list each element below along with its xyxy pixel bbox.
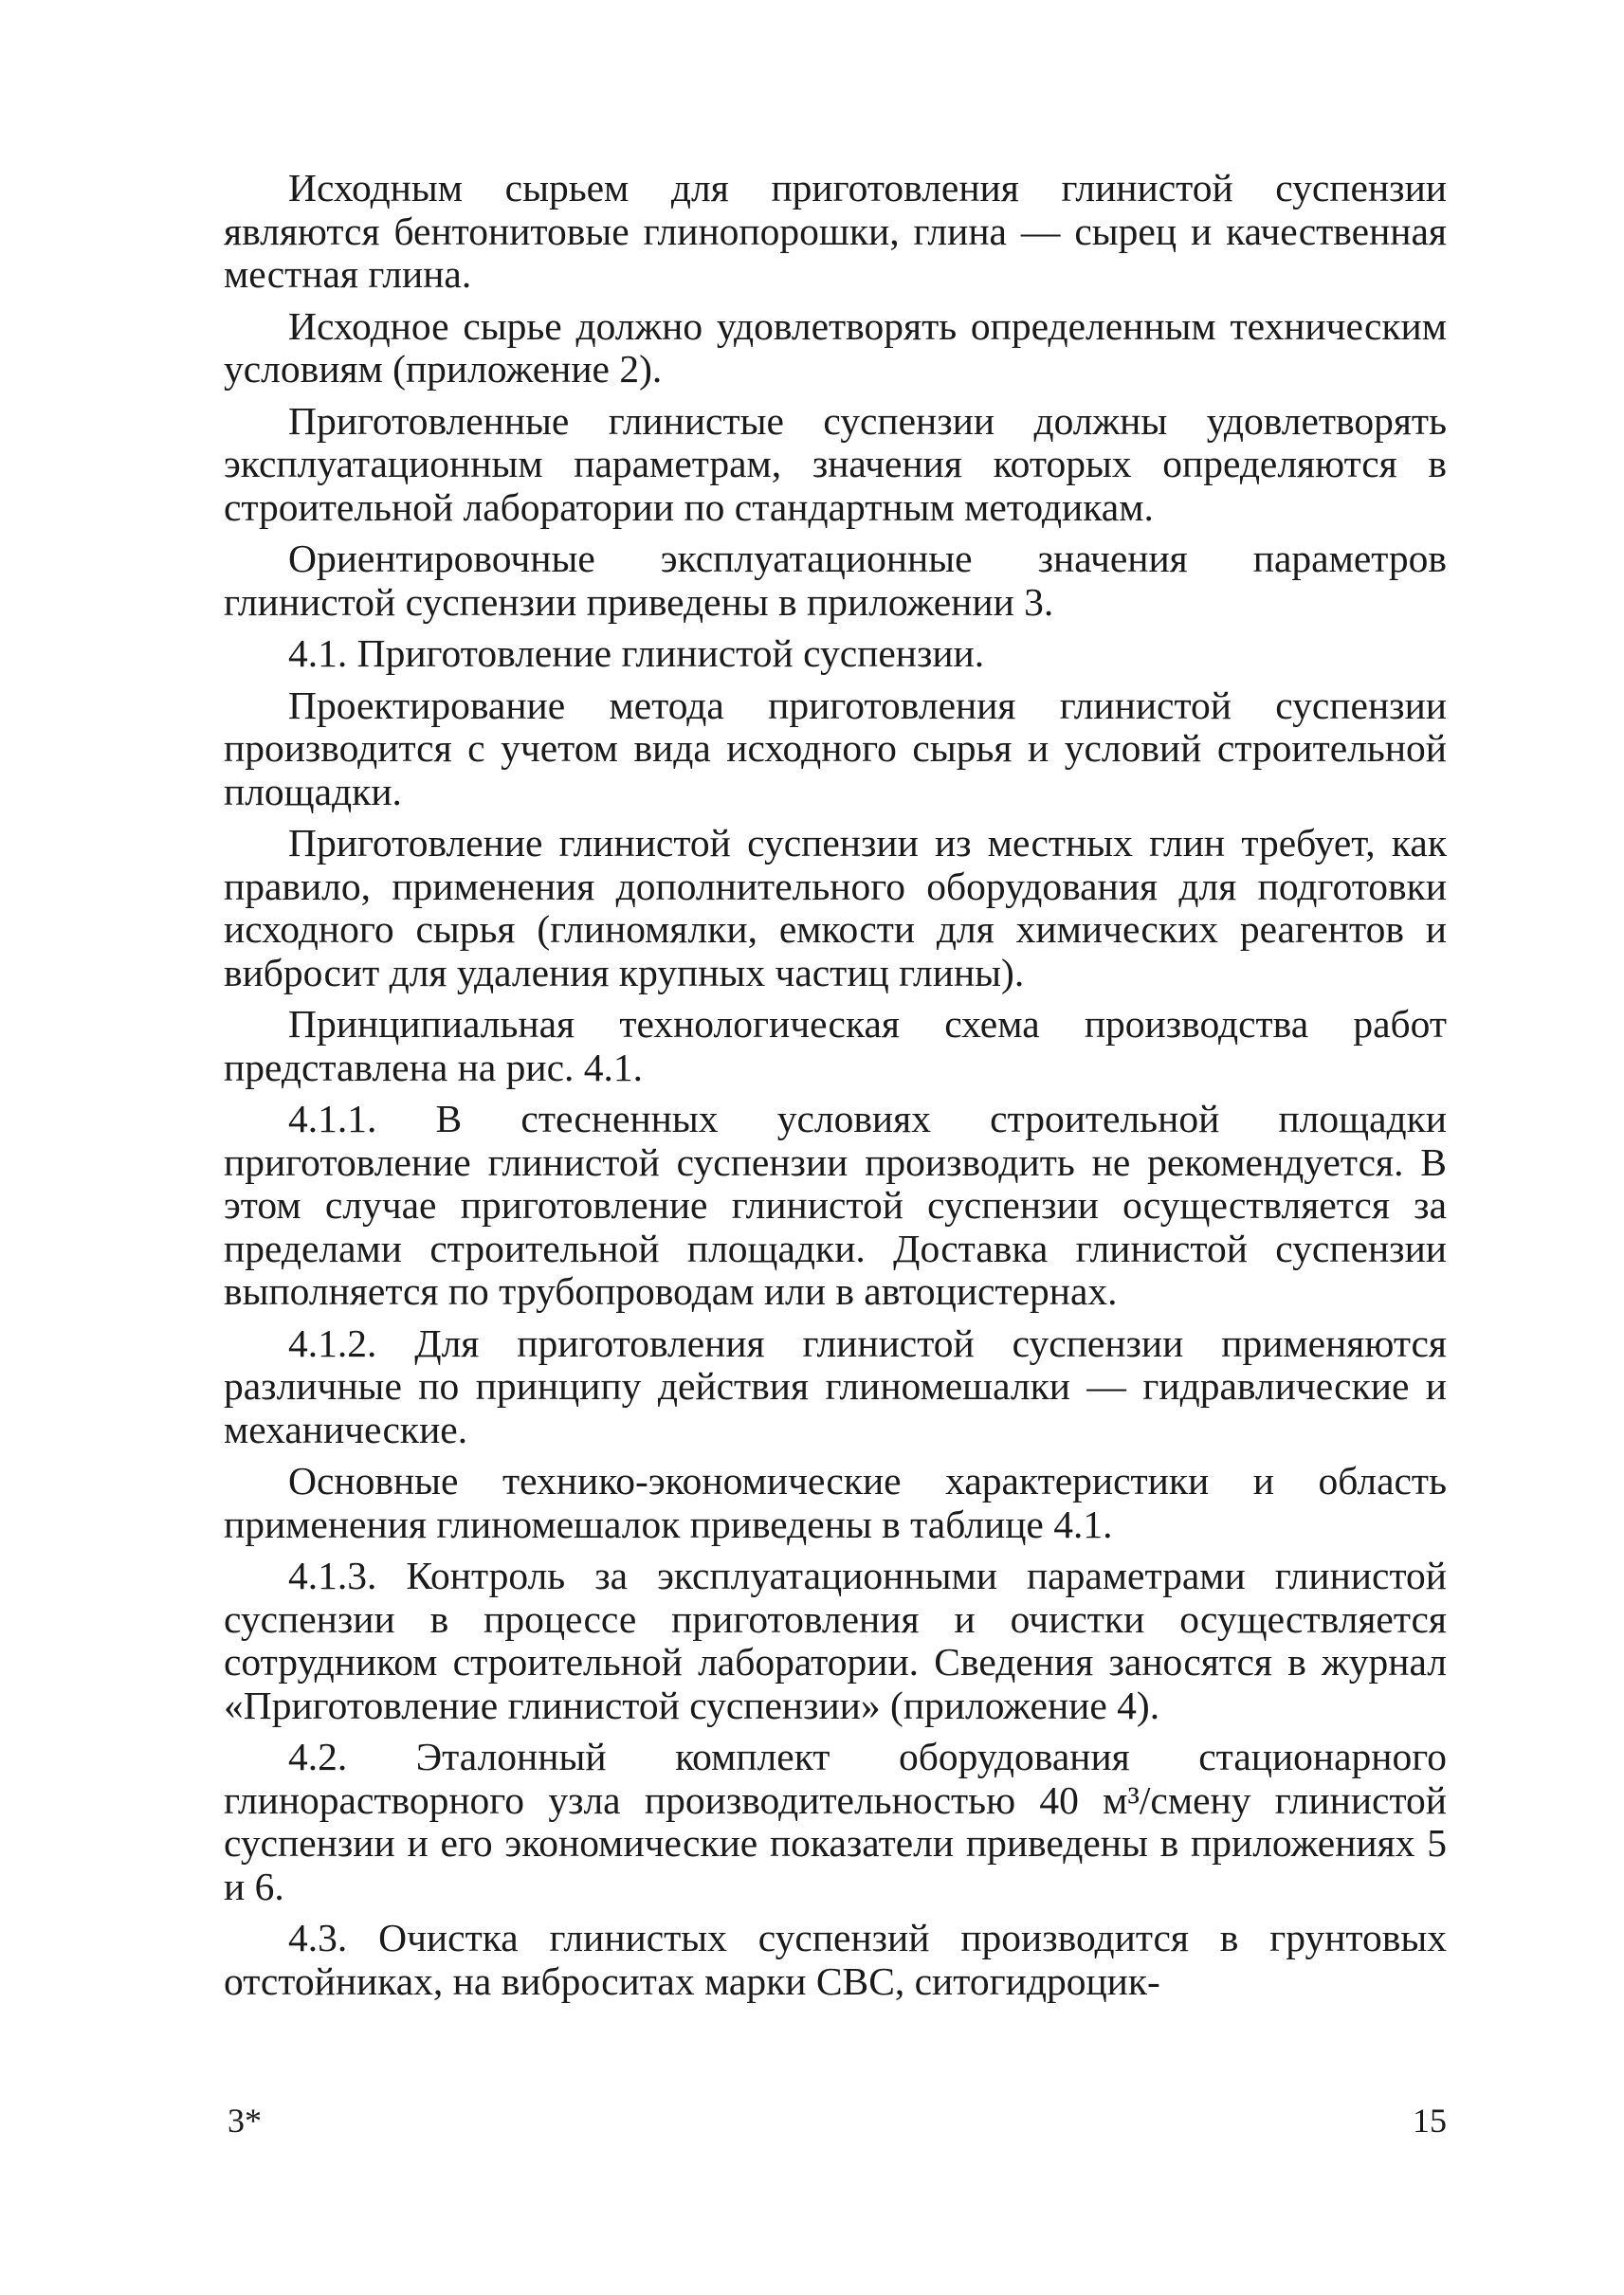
section-heading-4-1: 4.1. Приготовление глинистой суспензии.: [288, 631, 985, 675]
paragraph-5: Проектирование метода приготовления глинистой суспензии производится с учетом вида исходного сырья и условий строительной площадки.: [224, 683, 1447, 813]
clause-4-1-3: 4.1.3. Контроль за эксплуатационными параметрами глинистой суспензии в процессе приготовления и очистки осуществляется сотрудником строительной лаборатории. Сведения заносятся в журнал «Приготовление глинистой суспензии» (приложение 4).: [224, 1554, 1447, 1727]
paragraph-4: Ориентировочные эксплуатационные значения параметров глинистой суспензии приведены в приложении 3.: [224, 537, 1447, 624]
paragraph-6: Приготовление глинистой суспензии из местных глин требует, как правило, применения дополнительного оборудования для подготовки исходного сырья (глиномялки, емкости для химических реагентов и вибросит для удаления крупных частиц глины).: [224, 821, 1447, 994]
paragraph-8: Основные технико-экономические характеристики и область применения глиномешалок приведены в таблице 4.1.: [224, 1459, 1447, 1546]
paragraph-2: Исходное сырье должно удовлетворять определенным техническим условиям (приложение 2).: [224, 303, 1447, 391]
clause-4-1-1: 4.1.1. В стесненных условиях строительной площадки приготовление глинистой суспензии производить не рекомендуется. В этом случае приготовление глинистой суспензии осуществляется за пределами строительной площадки. Доставка глинистой суспензии выполняется по трубопроводам или в автоцистернах.: [224, 1097, 1447, 1313]
paragraph-3: Приготовленные глинистые суспензии должны удовлетворять эксплуатационным параметрам, значения которых определяются в строительной лаборатории по стандартным методикам.: [224, 398, 1447, 529]
clause-4-3: 4.3. Очистка глинистых суспензий производится в грунтовых отстойниках, на виброситах марки СВС, ситогидроцик-: [224, 1916, 1447, 2003]
paragraph-1: Исходным сырьем для приготовления глинистой суспензии являются бентонитовые глинопорошки, глина — сырец и качественная местная глина.: [224, 166, 1447, 296]
page-number: 15: [1413, 2102, 1447, 2140]
page-footer: [224, 2101, 1447, 2148]
clause-4-2: 4.2. Эталонный комплект оборудования стационарного глинорастворного узла производительностью 40 м³/смену глинистой суспензии и его экономические показатели приведены в приложениях 5 и 6.: [224, 1735, 1447, 1908]
page-body: [224, 167, 1447, 2012]
signature-mark: 3*: [228, 2102, 262, 2140]
paragraph-7: Принципиальная технологическая схема производства работ представлена на рис. 4.1.: [224, 1002, 1447, 1089]
clause-4-1-2: 4.1.2. Для приготовления глинистой суспензии применяются различные по принципу действия глиномешалки — гидравлические и механические.: [224, 1321, 1447, 1451]
